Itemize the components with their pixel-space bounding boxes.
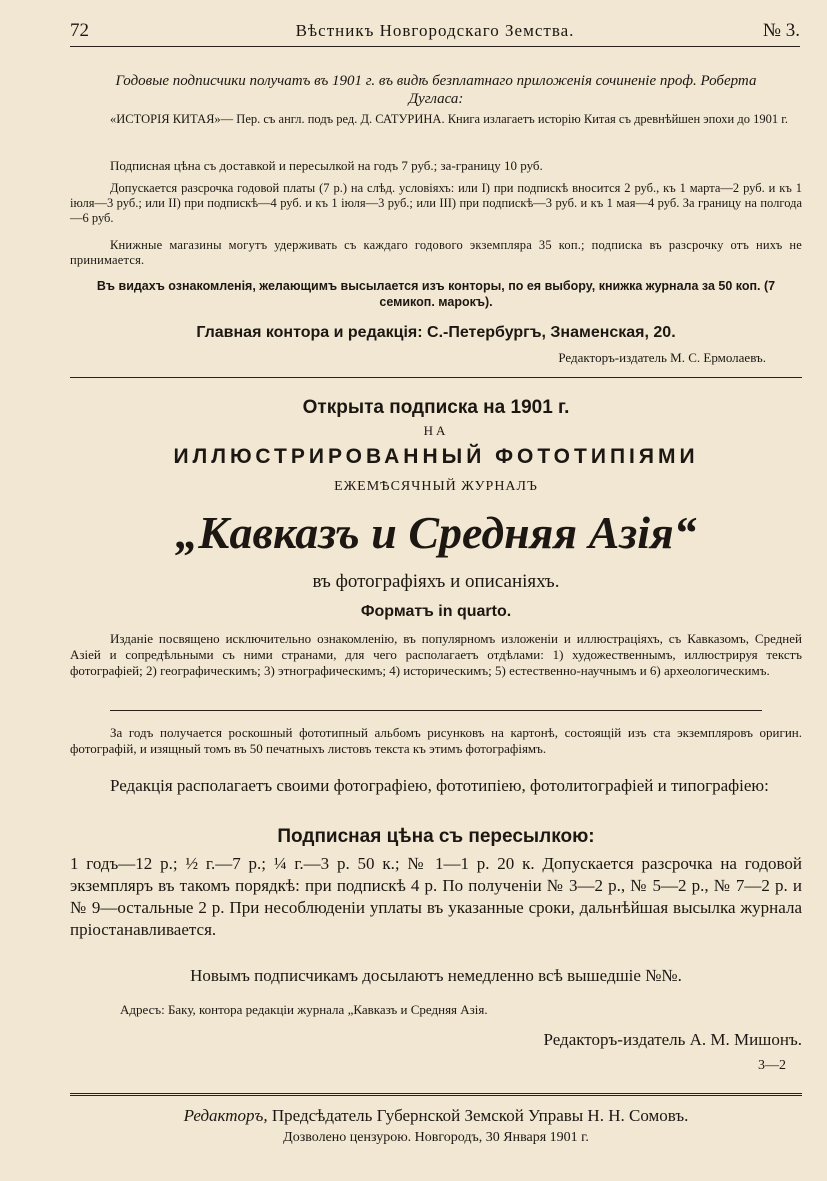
footer-editor [70, 1106, 802, 1126]
ad1-price: Подписная цѣна съ доставкой и пересылкой на годъ 7 руб.; за-границу 10 руб. [110, 158, 543, 173]
page-number: 72 [70, 20, 89, 41]
ad2-new-subscribers: Новымъ подписчикамъ досылаютъ немедленно всѣ вышедшіе №№. [190, 966, 682, 985]
ad1-editor: Редакторъ-издатель М. С. Ермолаевъ. [558, 350, 766, 365]
ad2-facilities: Редакція располагаетъ своими фотографіею, фототипіею, фотолитографіей и типографіею: [110, 776, 769, 795]
ad2-description: Изданіе посвящено исключительно ознакомленію, въ популярномъ изложеніи и иллюстраціяхъ, съ Кавказомъ, Средней Азіей и сопредѣльными съ ними странами, для чего располагаетъ отдѣлами: 1) художественнымъ, иллюстрируя текстъ фотографіей; 2) географическимъ; 3) этнографическимъ; 4) историческимъ; 5) естественно-научнымъ и 6) археологическимъ. [70, 631, 802, 678]
issue-number: № 3. [762, 20, 800, 41]
footer-divider [70, 1093, 802, 1096]
footer-editor-text: Предсѣдатель Губернской Земской Управы Н. Н. Сомовъ. [271, 1106, 689, 1125]
footer-editor-label: Редакторъ, [183, 1106, 268, 1125]
ad2-open: Открыта подписка на 1901 г. [302, 397, 570, 418]
ad2-editor: Редакторъ-издатель А. М. Мишонъ. [543, 1030, 802, 1049]
ad2-na: НА [423, 423, 449, 438]
ad1-bookstores: Книжные магазины могутъ удерживать съ каждаго годового экземпляра 35 коп.; подписка въ разсрочку отъ нихъ не принимается. [70, 238, 802, 267]
ad1-office: Главная контора и редакція: С.-Петербургъ, Знаменская, 20. [196, 324, 676, 341]
ad2-album: За годъ получается роскошный фототипный альбомъ рисунковъ на картонѣ, состоящій изъ ста экземпляровъ оригин. фотографій, и изящный томъ въ 50 печатныхъ листовъ текста къ этимъ фотографіямъ. [70, 725, 802, 756]
ad1-sample: Въ видахъ ознакомленія, желающимъ высылается изъ конторы, по ея выбору, книжка журнала за 50 коп. (7 семикоп. марокъ). [96, 279, 776, 309]
ad2-monthly: ЕЖЕМѢСЯЧНЫЙ ЖУРНАЛЪ [334, 479, 538, 494]
ad1-installment: Допускается разсрочка годовой платы (7 р.) на слѣд. условіяхъ: или I) при подпискѣ вносится 2 руб., къ 1 марта—2 руб. и къ 1 іюля—3 руб.; или II) при подпискѣ—4 руб. и къ 1 іюля—3 руб.; или III) при подпискѣ—3 руб. и къ 1 мая—4 руб. За границу на полгода—6 руб. [70, 181, 802, 225]
ad2-price-text: 1 годъ—12 р.; ½ г.—7 р.; ¼ г.—3 р. 50 к.; № 1—1 р. 20 к. Допускается разсрочка на годовой экземпляръ въ такомъ порядкѣ: при подпискѣ 4 р. По полученіи № 3—2 р., № 5—2 р., № 7—2 р. и № 9—остальные 2 р. При несоблюденіи уплаты въ указанные сроки, дальнѣйшая высылка журнала пріостанавливается. [70, 854, 802, 939]
ad1-intro: Годовые подписчики получатъ въ 1901 г. въ видѣ безплатнаго приложенія сочиненіе проф. Роберта Дугласа: [115, 73, 757, 107]
ad2-format: Форматъ in quarto. [360, 603, 512, 620]
ad2-code: 3—2 [758, 1058, 786, 1073]
ad2-address: Адресъ: Баку, контора редакціи журнала „Кавказъ и Средняя Азія. [120, 1002, 488, 1017]
ad2-journal-name: „Кавказъ и Средняя Азія“ [175, 507, 697, 558]
ad2-price-title: Подписная цѣна съ пересылкою: [277, 826, 595, 847]
page-header [70, 18, 800, 47]
section-divider [70, 377, 802, 378]
ad1-book: «ИСТОРІЯ КИТАЯ»— Пер. съ англ. подъ ред. Д. САТУРИНА. Книга излагаетъ исторію Китая съ древнѣйшен эпохи до 1901 г. [110, 112, 789, 126]
censor-line: Дозволено цензурою. Новгородъ, 30 Января 1901 г. [283, 1130, 589, 1145]
ad2-illustrated: ИЛЛЮСТРИРОВАННЫЙ ФОТОТИПІЯМИ [173, 445, 699, 468]
divider [110, 710, 762, 711]
ad2-subtitle: въ фотографіяхъ и описаніяхъ. [312, 571, 560, 592]
journal-title: Вѣстникъ Новгородскаго Земства. [295, 21, 575, 40]
